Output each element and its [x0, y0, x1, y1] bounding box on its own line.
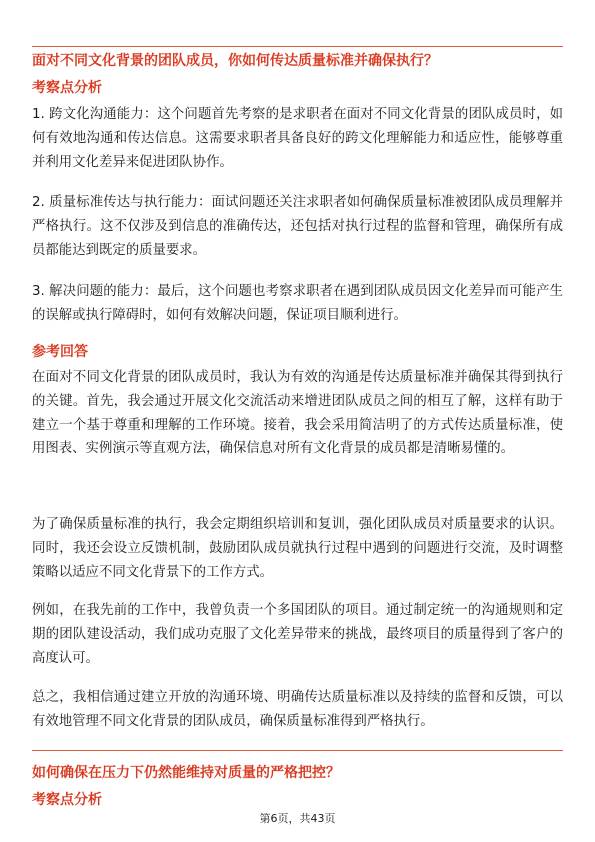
answer-paragraph: 例如，在我先前的工作中，我曾负责一个多国团队的项目。通过制定统一的沟通规则和定期的团队建设活动，我们成功克服了文化差异带来的挑战，最终项目的质量得到了客户的高度认可。: [32, 603, 563, 666]
page-footer: 第6页，共43页: [259, 812, 336, 825]
top-divider: [32, 46, 563, 47]
question-title: 面对不同文化背景的团队成员，你如何传达质量标准并确保执行？: [32, 53, 438, 69]
section-divider: [32, 750, 563, 751]
question-title-next: 如何确保在压力下仍然能维持对质量的严格把控？: [32, 765, 340, 781]
analysis-item: 2. 质量标准传达与执行能力：面试问题还关注求职者如何确保质量标准被团队成员理解并严格执行。这不仅涉及到信息的准确传达，还包括对执行过程的监督和管理，确保所有成员都能达到既定的质量要求。: [32, 195, 563, 258]
analysis-heading: 考察点分析: [32, 80, 102, 96]
analysis-heading-next: 考察点分析: [32, 792, 102, 808]
answer-heading: 参考回答: [32, 344, 88, 360]
answer-paragraph: 总之，我相信通过建立开放的沟通环境、明确传达质量标准以及持续的监督和反馈，可以有效地管理不同文化背景的团队成员，确保质量标准得到严格执行。: [32, 690, 563, 729]
analysis-item: 1. 跨文化沟通能力：这个问题首先考察的是求职者在面对不同文化背景的团队成员时，如何有效地沟通和传达信息。这需要求职者具备良好的跨文化理解能力和适应性，能够尊重并利用文化差异来促进团队协作。: [32, 107, 563, 170]
answer-paragraph: 在面对不同文化背景的团队成员时，我认为有效的沟通是传达质量标准并确保其得到执行的关键。首先，我会通过开展文化交流活动来增进团队成员之间的相互了解，这样有助于建立一个基于尊重和理解的工作环境。接着，我会采用简洁明了的方式传达质量标准，使用图表、实例演示等直观方法，确保信息对所有文化背景的成员都是清晰易懂的。: [32, 370, 563, 457]
analysis-item: 3. 解决问题的能力：最后，这个问题也考察求职者在遇到团队成员因文化差异而可能产生的误解或执行障碍时，如何有效解决问题，保证项目顺利进行。: [32, 284, 563, 323]
answer-paragraph: 为了确保质量标准的执行，我会定期组织培训和复训，强化团队成员对质量要求的认识。同时，我还会设立反馈机制，鼓励团队成员就执行过程中遇到的问题进行交流，及时调整策略以适应不同文化背景下的工作方式。: [32, 517, 563, 580]
